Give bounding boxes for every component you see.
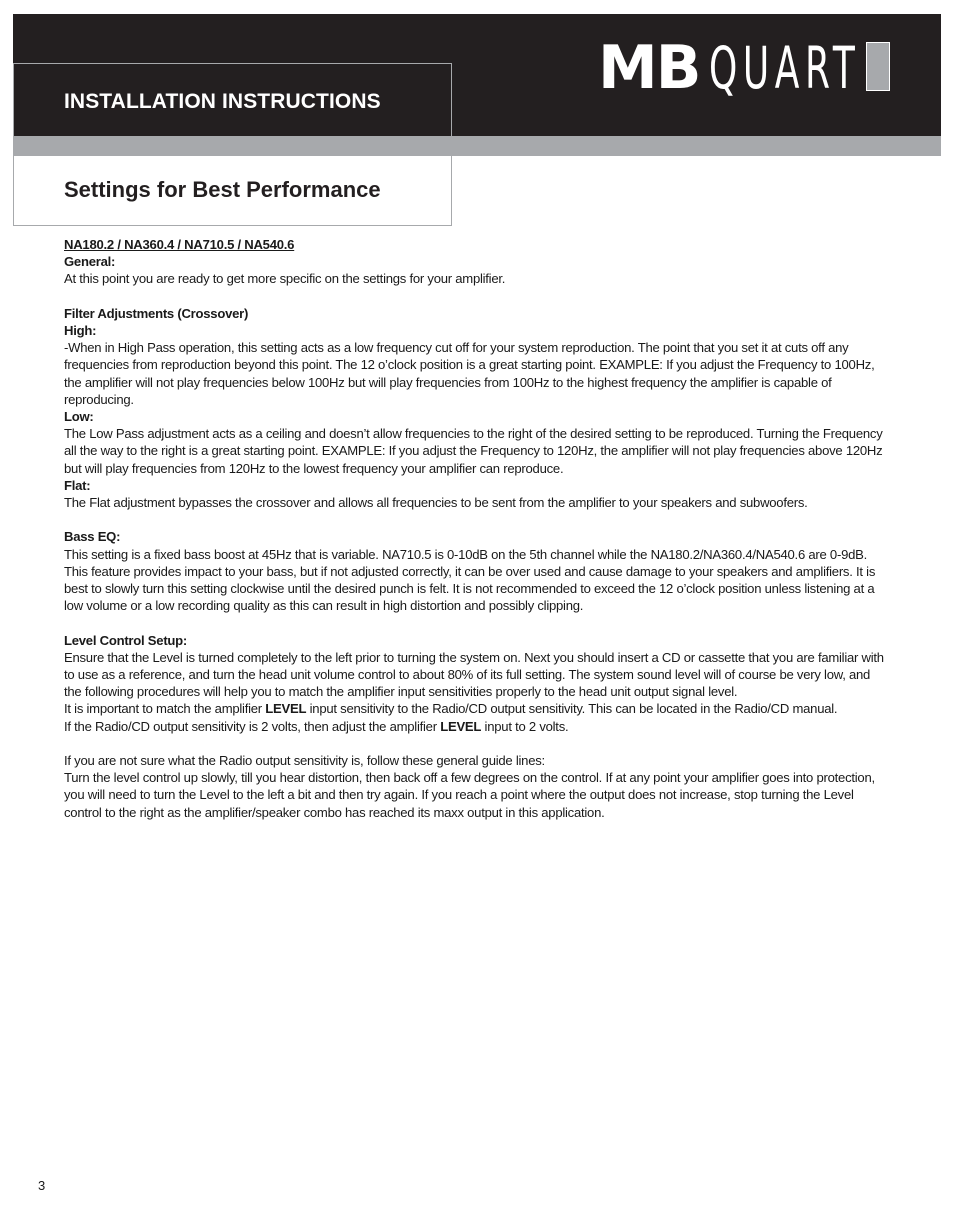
level-keyword: LEVEL xyxy=(265,701,307,717)
level-text-4: If you are not sure what the Radio output sensitivity is, follow these general guide lines: xyxy=(64,753,545,769)
model-list: NA180.2 / NA360.4 / NA710.5 / NA540.6 xyxy=(64,237,295,252)
level-text-3: If the Radio/CD output sensitivity is 2 volts, then adjust the amplifier LEVEL input to 2 volts. xyxy=(64,718,569,734)
general-text: At this point you are ready to get more specific on the settings for your amplifier. xyxy=(64,271,506,287)
level-text-2: It is important to match the amplifier LEVEL input sensitivity to the Radio/CD output sensitivity. This can be located in the Radio/CD manual. xyxy=(64,701,838,717)
logo-block-mark xyxy=(866,42,890,91)
level-text-1: Ensure that the Level is turned completely to the left prior to turning the system on. Next you should insert a CD or cassette that you are familiar with to use as a reference, and turn the head unit volume control to about 80% of its full setting. The system sound level will of course be very low, and the following procedures will help you to match the amplifier input sensitivities properly to the head unit output signal level. xyxy=(64,649,884,700)
logo-mb: MB xyxy=(598,33,700,103)
flat-heading: Flat: xyxy=(64,477,91,493)
level-text-5: Turn the level control up slowly, till you hear distortion, then back off a few degrees on the control. If at any point your amplifier goes into protection, you will need to turn the Level to the left a bit and then try again. If you reach a point where the output does not increase, stop turning the Level control to the right as the amplifier/speaker combo has reached its maxx output in this application. xyxy=(64,770,875,820)
high-text: -When in High Pass operation, this setting acts as a low frequency cut off for your system reproduction. The point that you set it at cuts off any frequencies from reproduction beyond this point. The 12 o’clock position is a great starting point. EXAMPLE: If you adjust the Frequency to 100Hz, the amplifier will not play frequencies below 100Hz but will play frequencies from 100Hz to the highest frequency the amplifier is capable of reproducing. xyxy=(64,340,875,407)
page-number: 3 xyxy=(38,1178,46,1193)
body-content xyxy=(64,236,884,821)
bass-eq-heading: Bass EQ: xyxy=(64,529,121,545)
logo-quart: QUART xyxy=(709,34,861,102)
high-heading: High: xyxy=(64,323,97,338)
level-heading: Level Control Setup: xyxy=(64,632,188,648)
document-title: INSTALLATION INSTRUCTIONS xyxy=(64,90,381,113)
bass-eq-text: This setting is a fixed bass boost at 45Hz that is variable. NA710.5 is 0-10dB on the 5th channel while the NA180.2/NA360.4/NA540.6 are 0-9dB. This feature provides impact to your bass, but if not adjusted correctly, it can be over used and cause damage to your speakers and amplifiers. It is best to slowly turn this setting clockwise until the desired punch is felt. It is not recommended to exceed the 12 o’clock position unless listening at a low volume or a low recording quality as this can result in high distortion and possibly clipping. xyxy=(64,546,876,614)
flat-text: The Flat adjustment bypasses the crossover and allows all frequencies to be sent from the amplifier to your speakers and subwoofers. xyxy=(64,495,808,511)
general-heading: General: xyxy=(64,254,116,270)
level-keyword: LEVEL xyxy=(440,718,482,734)
low-heading: Low: xyxy=(64,409,94,425)
filter-heading: Filter Adjustments (Crossover) xyxy=(64,305,249,321)
section-title: Settings for Best Performance xyxy=(64,177,381,202)
low-text: The Low Pass adjustment acts as a ceiling and doesn’t allow frequencies to the right of the desired setting to be reproduced. Turning the Frequency all the way to the right is a great starting point. EXAMPLE: If you adjust the Frequency to 120Hz, the amplifier will not play frequencies above 120Hz but will play frequencies from 120Hz to the lowest frequency your amplifier can reproduce. xyxy=(64,426,883,476)
mb-quart-logo xyxy=(598,33,954,103)
